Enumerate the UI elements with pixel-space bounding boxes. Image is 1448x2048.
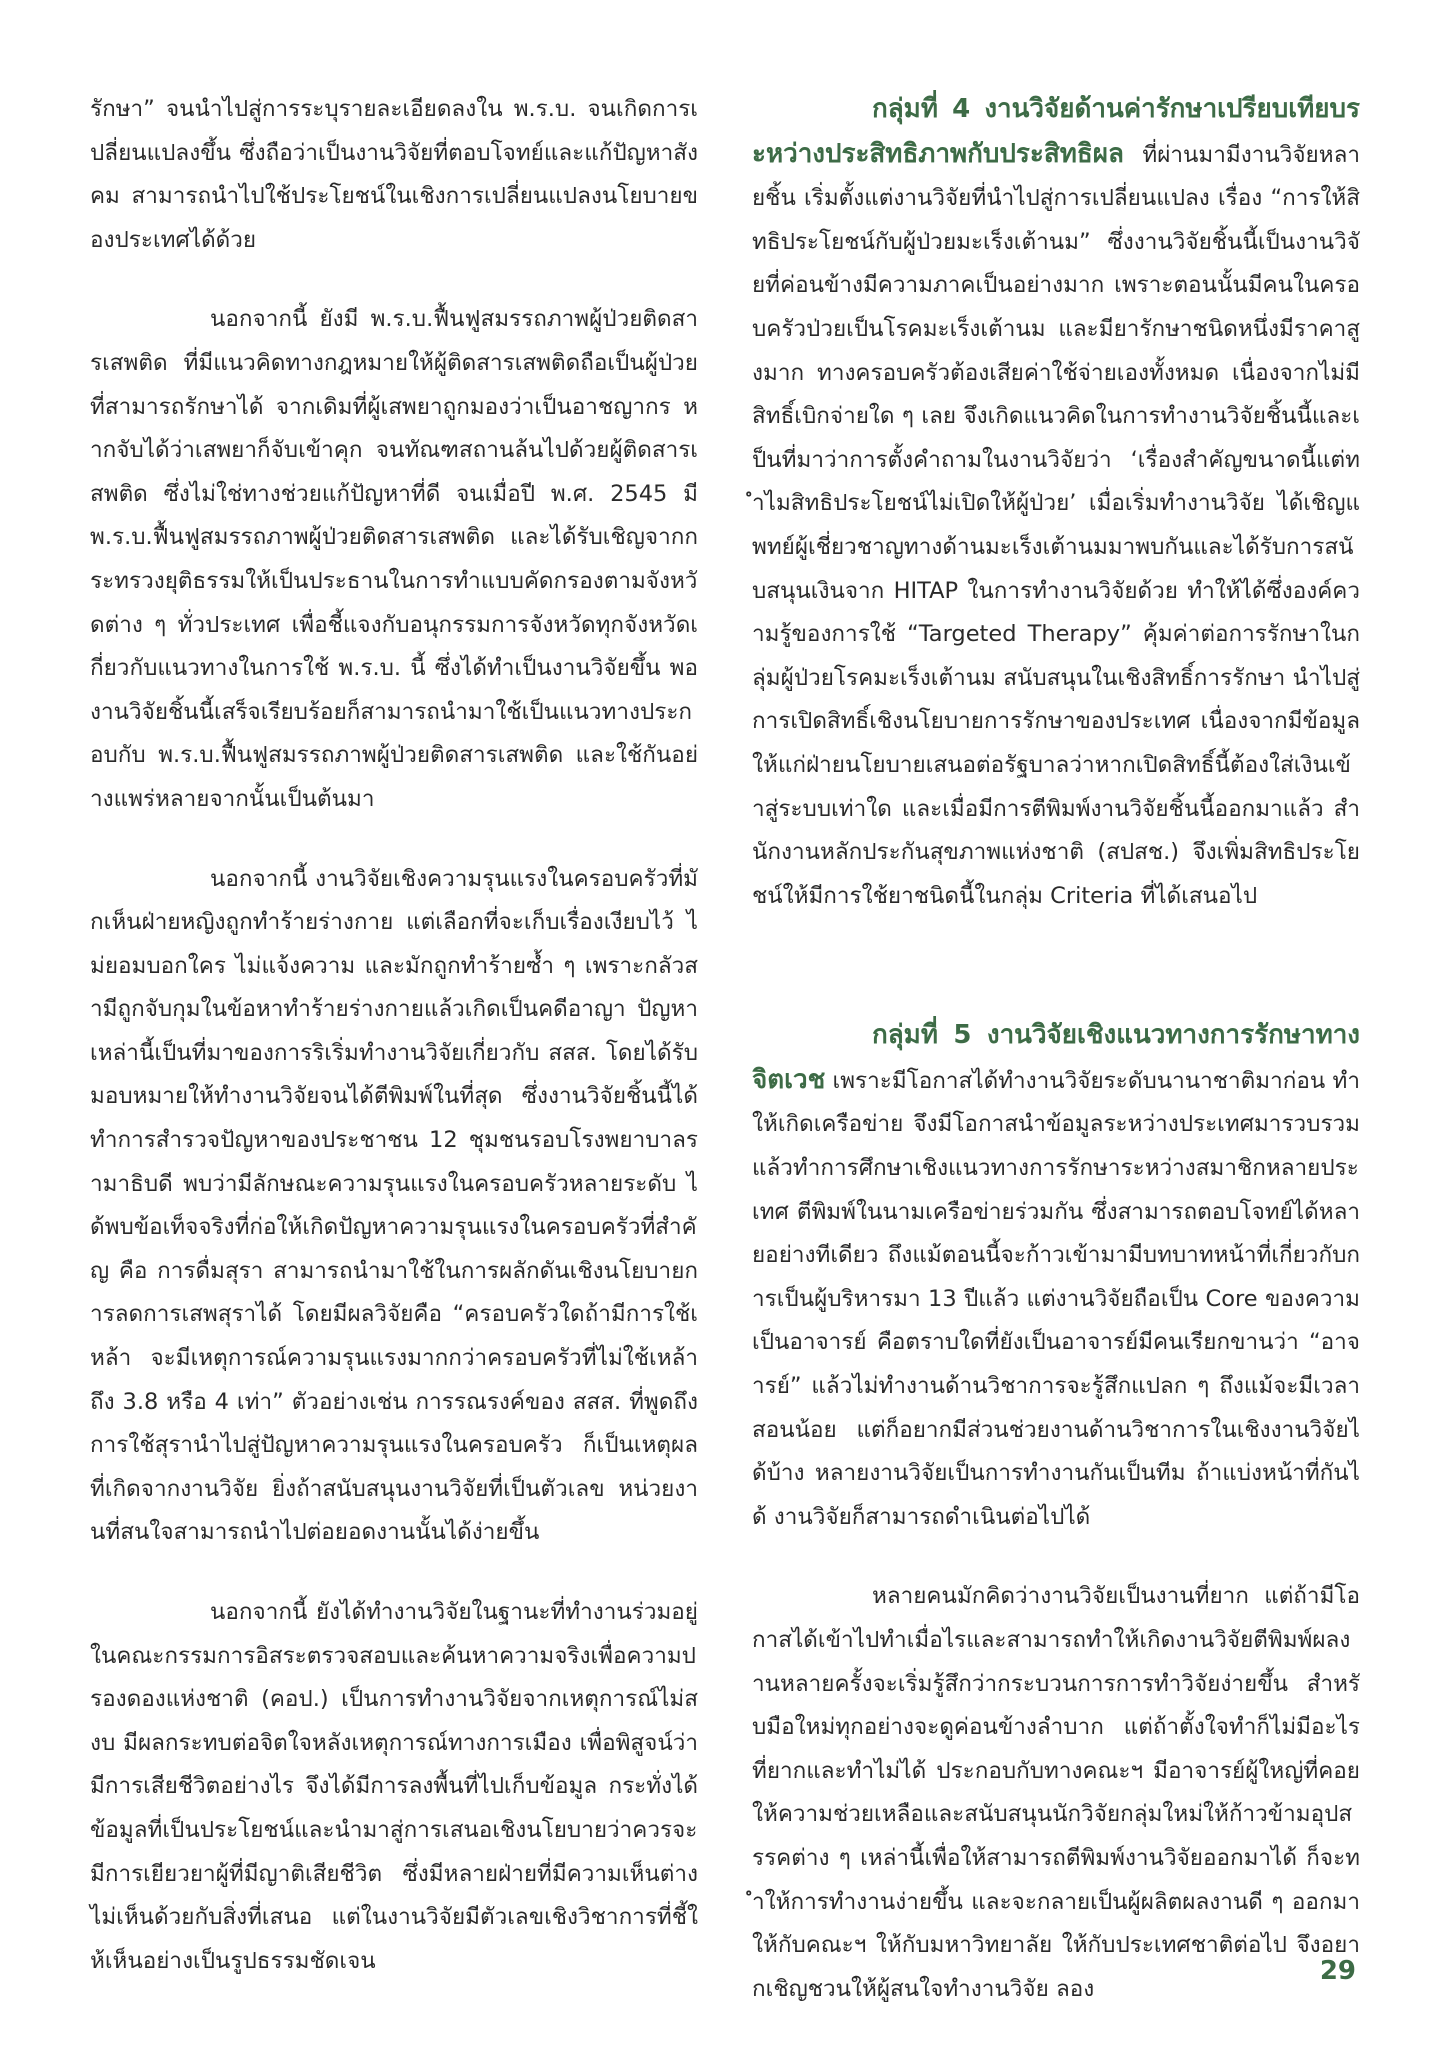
group-5-section: [752, 1014, 1360, 1539]
left-column: [90, 88, 698, 1983]
group-5-heading: กลุ่มที่ 5 งานวิจัยเชิงแนวทางการรักษาทางจิตเวช: [752, 1020, 1360, 1095]
page-number: 29: [1319, 1956, 1356, 1986]
group-4-body: ที่ผ่านมามีงานวิจัยหลายชิ้น เริ่มตั้งแต่งานวิจัยที่นำไปสู่การเปลี่ยนแปลง เรื่อง “การให้สิทธิประโยชน์กับผู้ป่วยมะเร็งเต้านม” ซึ่งงานวิจัยชิ้นนี้เป็นงานวิจัยที่ค่อนข้างมีความภาคเป็นอย่างมาก เพราะตอนนั้นมีคนในครอบครัวป่วยเป็นโรคมะเร็งเต้านม และมียารักษาชนิดหนึ่งมีราคาสูงมาก ทางครอบครัวต้องเสียค่าใช้จ่ายเองทั้งหมด เนื่องจากไม่มีสิทธิ์เบิกจ่ายใด ๆ เลย จึงเกิดแนวคิดในการทำงานวิจัยชิ้นนี้และเป็นที่มาว่าการตั้งคำถามในงานวิจัยว่า ‘เรื่องสำคัญขนาดนี้แต่ทำไมสิทธิประโยชน์ไม่เปิดให้ผู้ป่วย’ เมื่อเริ่มทำงานวิจัย ได้เชิญแพทย์ผู้เชี่ยวชาญทางด้านมะเร็งเต้านมมาพบกันและได้รับการสนับสนุนเงินจาก HITAP ในการทำงานวิจัยด้วย ทำให้ได้ซึ่งองค์ความรู้ของการใช้ “Targeted Therapy” คุ้มค่าต่อการรักษาในกลุ่มผู้ป่วยโรคมะเร็งเต้านม สนับสนุนในเชิงสิทธิ์การรักษา นำไปสู่การเปิดสิทธิ์เชิงนโยบายการรักษาของประเทศ เนื่องจากมีข้อมูลให้แก่ฝ่ายนโยบายเสนอต่อรัฐบาลว่าหากเปิดสิทธิ์นี้ต้องใส่เงินเข้าสู่ระบบเท่าใด และเมื่อมีการตีพิมพ์งานวิจัยชิ้นนี้ออกมาแล้ว สำนักงานหลักประกันสุขภาพแห่งชาติ (สปสช.) จึงเพิ่มสิทธิประโยชน์ให้มีการใช้ยาชนิดนี้ในกลุ่ม Criteria ที่ได้เสนอไป: [752, 141, 1360, 909]
right-column: [752, 88, 1360, 2011]
paragraph-1: รักษา” จนนำไปสู่การระบุรายละเอียดลงใน พ.ร.บ. จนเกิดการเปลี่ยนแปลงขึ้น ซึ่งถือว่าเป็นงานวิจัยที่ตอบโจทย์และแก้ปัญหาสังคม สามารถนำไปใช้ประโยชน์ในเชิงการเปลี่ยนแปลงนโยบายของประเทศได้ด้วย: [90, 96, 698, 253]
paragraph-2: นอกจากนี้ ยังมี พ.ร.บ.ฟื้นฟูสมรรถภาพผู้ป่วยติดสารเสพติด ที่มีแนวคิดทางกฎหมายให้ผู้ติดสารเสพติดถือเป็นผู้ป่วยที่สามารถรักษาได้ จากเดิมที่ผู้เสพยาถูกมองว่าเป็นอาชญากร หากจับได้ว่าเสพยาก็จับเข้าคุก จนทัณฑสถานล้นไปด้วยผู้ติดสารเสพติด ซึ่งไม่ใช่ทางช่วยแก้ปัญหาที่ดี จนเมื่อปี พ.ศ. 2545 มี พ.ร.บ.ฟื้นฟูสมรรถภาพผู้ป่วยติดสารเสพติด และได้รับเชิญจากกระทรวงยุติธรรมให้เป็นประธานในการทำแบบคัดกรองตามจังหวัดต่าง ๆ ทั่วประเทศ เพื่อชี้แจงกับอนุกรรมการจังหวัดทุกจังหวัดเกี่ยวกับแนวทางในการใช้ พ.ร.บ. นี้ ซึ่งได้ทำเป็นงานวิจัยขึ้น พองานวิจัยชิ้นนี้เสร็จเรียบร้อยก็สามารถนำมาใช้เป็นแนวทางประกอบกับ พ.ร.บ.ฟื้นฟูสมรรถภาพผู้ป่วยติดสารเสพติด และใช้กันอย่างแพร่หลายจากนั้นเป็นต้นมา: [90, 306, 698, 812]
group-4-section: [752, 88, 1360, 918]
closing-paragraph: หลายคนมักคิดว่างานวิจัยเป็นงานที่ยาก แต่ถ้ามีโอกาสได้เข้าไปทำเมื่อไรและสามารถทำให้เกิดงานวิจัยตีพิมพ์ผลงานหลายครั้งจะเริ่มรู้สึกว่ากระบวนการการทำวิจัยง่ายขึ้น สำหรับมือใหม่ทุกอย่างจะดูค่อนข้างลำบาก แต่ถ้าตั้งใจทำก็ไม่มีอะไรที่ยากและทำไม่ได้ ประกอบกับทางคณะฯ มีอาจารย์ผู้ใหญ่ที่คอยให้ความช่วยเหลือและสนับสนุนนักวิจัยกลุ่มใหม่ให้ก้าวข้ามอุปสรรคต่าง ๆ เหล่านี้เพื่อให้สามารถตีพิมพ์งานวิจัยออกมาได้ ก็จะทำให้การทำงานง่ายขึ้น และจะกลายเป็นผู้ผลิตผลงานดี ๆ ออกมาให้กับคณะฯ ให้กับมหาวิทยาลัย ให้กับประเทศชาติต่อไป จึงอยากเชิญชวนให้ผู้สนใจทำงานวิจัย ลอง: [752, 1583, 1360, 2002]
group-5-body: เพราะมีโอกาสได้ทำงานวิจัยระดับนานาชาติมาก่อน ทำให้เกิดเครือข่าย จึงมีโอกาสนำข้อมูลระหว่างประเทศมารวบรวมแล้วทำการศึกษาเชิงแนวทางการรักษาระหว่างสมาชิกหลายประเทศ ตีพิมพ์ในนามเครือข่ายร่วมกัน ซึ่งสามารถตอบโจทย์ได้หลายอย่างทีเดียว ถึงแม้ตอนนี้จะก้าวเข้ามามีบทบาทหน้าที่เกี่ยวกับการเป็นผู้บริหารมา 13 ปีแล้ว แต่งานวิจัยถือเป็น Core ของความเป็นอาจารย์ คือตราบใดที่ยังเป็นอาจารย์มีคนเรียกขานว่า “อาจารย์” แล้วไม่ทำงานด้านวิชาการจะรู้สึกแปลก ๆ ถึงแม้จะมีเวลาสอนน้อย แต่ก็อยากมีส่วนช่วยงานด้านวิชาการในเชิงงานวิจัยได้บ้าง หลายงานวิจัยเป็นการทำงานกันเป็นทีม ถ้าแบ่งหน้าที่กันได้ งานวิจัยก็สามารถดำเนินต่อไปได้: [752, 1067, 1360, 1530]
paragraph-4: นอกจากนี้ ยังได้ทำงานวิจัยในฐานะที่ทำงานร่วมอยู่ในคณะกรรมการอิสระตรวจสอบและค้นหาความจริงเพื่อความปรองดองแห่งชาติ (คอป.) เป็นการทำงานวิจัยจากเหตุการณ์ไม่สงบ มีผลกระทบต่อจิตใจหลังเหตุการณ์ทางการเมือง เพื่อพิสูจน์ว่ามีการเสียชีวิตอย่างไร จึงได้มีการลงพื้นที่ไปเก็บข้อมูล กระทั่งได้ข้อมูลที่เป็นประโยชน์และนำมาสู่การเสนอเชิงนโยบายว่าควรจะมีการเยียวยาผู้ที่มีญาติเสียชีวิต ซึ่งมีหลายฝ่ายที่มีความเห็นต่าง ไม่เห็นด้วยกับสิ่งที่เสนอ แต่ในงานวิจัยมีตัวเลขเชิงวิชาการที่ชี้ให้เห็นอย่างเป็นรูปธรรมชัดเจน: [90, 1599, 698, 1974]
group-4-heading: กลุ่มที่ 4 งานวิจัยด้านค่ารักษาเปรียบเทียบระหว่างประสิทธิภาพกับประสิทธิผล: [752, 94, 1360, 169]
paragraph-3: นอกจากนี้ งานวิจัยเชิงความรุนแรงในครอบครัวที่มักเห็นฝ่ายหญิงถูกทำร้ายร่างกาย แต่เลือกที่จะเก็บเรื่องเงียบไว้ ไม่ยอมบอกใคร ไม่แจ้งความ และมักถูกทำร้ายซ้ำ ๆ เพราะกลัวสามีถูกจับกุมในข้อหาทำร้ายร่างกายแล้วเกิดเป็นคดีอาญา ปัญหาเหล่านี้เป็นที่มาของการริเริ่มทำงานวิจัยเกี่ยวกับ สสส. โดยได้รับมอบหมายให้ทำงานวิจัยจนได้ตีพิมพ์ในที่สุด ซึ่งงานวิจัยชิ้นนี้ได้ทำการสำรวจปัญหาของประชาชน 12 ชุมชนรอบโรงพยาบาลรามาธิบดี พบว่ามีลักษณะความรุนแรงในครอบครัวหลายระดับ ได้พบข้อเท็จจริงที่ก่อให้เกิดปัญหาความรุนแรงในครอบครัวที่สำคัญ คือ การดื่มสุรา สามารถนำมาใช้ในการผลักดันเชิงนโยบายการลดการเสพสุราได้ โดยมีผลวิจัยคือ “ครอบครัวใดถ้ามีการใช้เหล้า จะมีเหตุการณ์ความรุนแรงมากกว่าครอบครัวที่ไม่ใช้เหล้าถึง 3.8 หรือ 4 เท่า” ตัวอย่างเช่น การรณรงค์ของ สสส. ที่พูดถึงการใช้สุรานำไปสู่ปัญหาความรุนแรงในครอบครัว ก็เป็นเหตุผลที่เกิดจากงานวิจัย ยิ่งถ้าสนับสนุนงานวิจัยที่เป็นตัวเลข หน่วยงานที่สนใจสามารถนำไปต่อยอดงานนั้นได้ง่ายขึ้น: [90, 865, 698, 1546]
